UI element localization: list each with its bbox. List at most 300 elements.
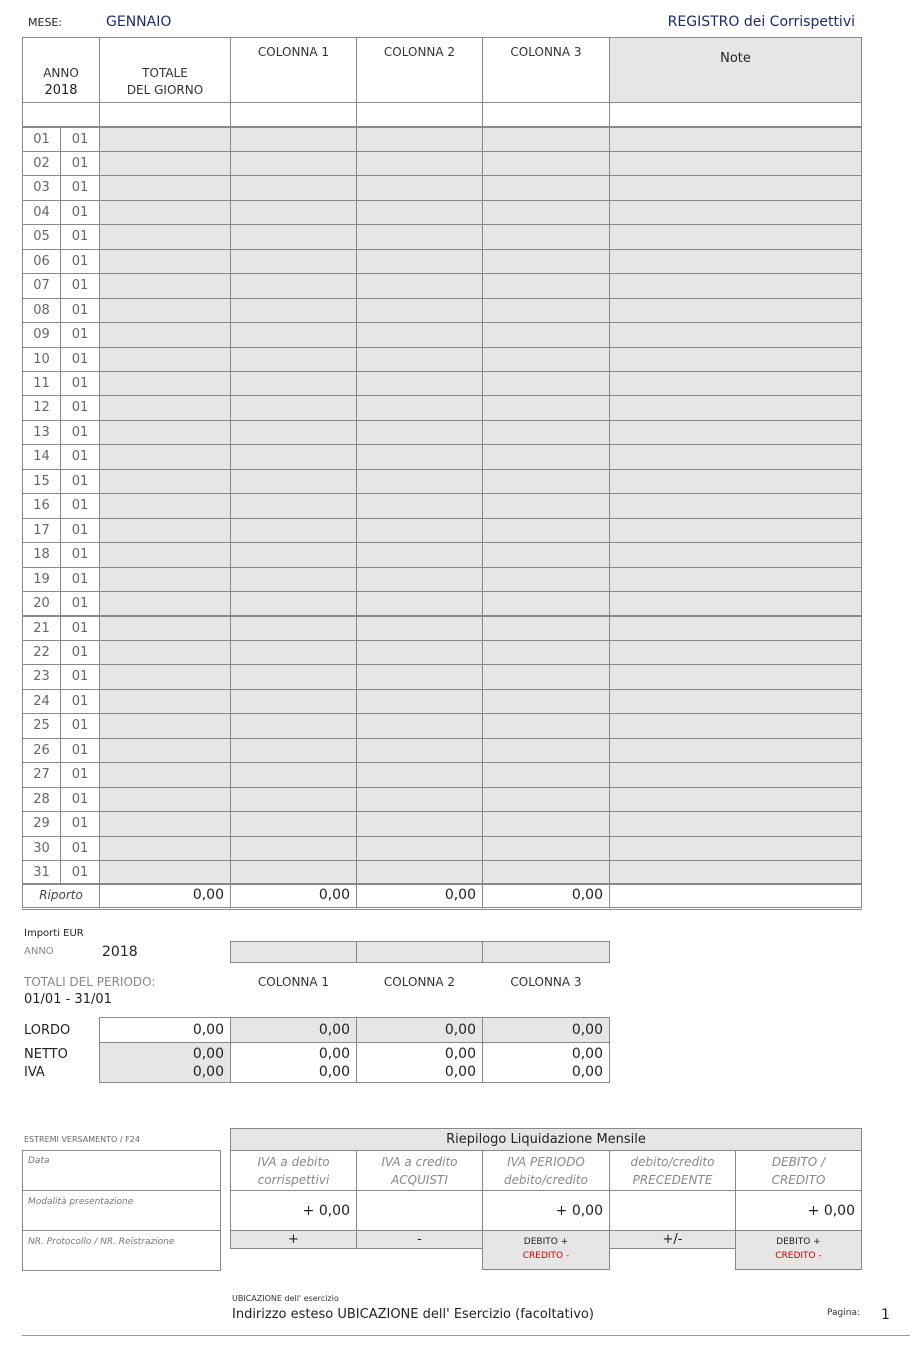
note-cell[interactable]	[609, 567, 862, 592]
iva-label: IVA	[24, 1065, 45, 1080]
day-number-text: 06	[33, 253, 50, 269]
day-number	[22, 469, 61, 494]
day-number	[22, 371, 61, 396]
amount-cell[interactable]	[356, 444, 483, 469]
riepilogo-h3	[482, 1150, 610, 1191]
amount-cell[interactable]	[356, 347, 483, 372]
amount-cell[interactable]	[230, 860, 357, 885]
amount-cell[interactable]	[99, 713, 231, 738]
month-number	[60, 175, 100, 200]
amount-cell[interactable]	[230, 298, 357, 323]
day-number	[22, 224, 61, 249]
note-cell[interactable]	[609, 420, 862, 445]
amount-cell[interactable]	[230, 371, 357, 396]
amount-cell[interactable]	[99, 738, 231, 763]
amount-cell[interactable]	[482, 175, 610, 200]
netto-col3-value: 0,00	[571, 1046, 603, 1062]
netto-iva-col1	[230, 1042, 357, 1083]
iva-col1-value: 0,00	[318, 1064, 350, 1080]
amount-cell[interactable]	[230, 664, 357, 689]
amount-cell[interactable]	[356, 713, 483, 738]
amount-cell[interactable]	[230, 591, 357, 616]
amount-cell[interactable]	[99, 200, 231, 225]
day-number	[22, 273, 61, 298]
day-number	[22, 322, 61, 347]
note-cell[interactable]	[609, 249, 862, 274]
day-number-text: 29	[33, 816, 50, 832]
day-number-text: 03	[33, 180, 50, 196]
riepilogo-sign5-debito: DEBITO +	[776, 1237, 821, 1247]
note-cell[interactable]	[609, 860, 862, 885]
amount-cell[interactable]	[356, 518, 483, 543]
note-cell[interactable]	[609, 444, 862, 469]
amount-cell[interactable]	[356, 298, 483, 323]
note-cell[interactable]	[609, 787, 862, 812]
amount-cell[interactable]	[356, 151, 483, 176]
amount-cell[interactable]	[482, 249, 610, 274]
lordo-totale-value: 0,00	[192, 1022, 224, 1038]
day-number-text: 27	[33, 767, 50, 783]
note-header	[609, 37, 862, 103]
totali-col1-header: COLONNA 1	[257, 975, 330, 989]
day-number-text: 18	[33, 547, 50, 563]
amount-cell[interactable]	[356, 371, 483, 396]
note-cell[interactable]	[609, 762, 862, 787]
day-number-text: 20	[33, 596, 50, 612]
amount-cell[interactable]	[230, 738, 357, 763]
amount-cell[interactable]	[482, 836, 610, 861]
amount-cell[interactable]	[482, 616, 610, 641]
f24-protocollo-field[interactable]	[22, 1230, 221, 1271]
amount-cell[interactable]	[230, 273, 357, 298]
day-number	[22, 200, 61, 225]
amount-cell[interactable]	[99, 224, 231, 249]
amount-cell[interactable]	[99, 860, 231, 885]
amount-cell[interactable]	[356, 395, 483, 420]
totale-header-line1: TOTALE	[142, 66, 188, 80]
day-number	[22, 738, 61, 763]
f24-data-field[interactable]	[22, 1150, 221, 1191]
amount-cell[interactable]	[230, 811, 357, 836]
riepilogo-sign4-text: +/-	[662, 1232, 683, 1247]
pagina-label: Pagina:	[827, 1308, 861, 1318]
amount-cell[interactable]	[99, 420, 231, 445]
amount-cell[interactable]	[99, 249, 231, 274]
totali-col2-header: COLONNA 2	[383, 975, 456, 989]
note-cell[interactable]	[609, 591, 862, 616]
amount-cell[interactable]	[356, 664, 483, 689]
footer-rule	[22, 1335, 910, 1336]
amount-cell[interactable]	[482, 567, 610, 592]
month-number	[60, 493, 100, 518]
importi-cell	[482, 941, 610, 963]
amount-cell[interactable]	[356, 836, 483, 861]
amount-cell[interactable]	[482, 787, 610, 812]
amount-cell[interactable]	[230, 762, 357, 787]
amount-cell[interactable]	[230, 787, 357, 812]
riepilogo-h1-line2: corrispettivi	[257, 1173, 330, 1187]
netto-col1-value: 0,00	[318, 1046, 350, 1062]
amount-cell[interactable]	[356, 811, 483, 836]
col1-header	[230, 37, 357, 103]
riepilogo-sign3-debito: DEBITO +	[523, 1237, 569, 1247]
importi-cell	[230, 941, 357, 963]
amount-cell[interactable]	[482, 542, 610, 567]
importi-anno-label: ANNO	[24, 946, 54, 957]
note-cell[interactable]	[609, 640, 862, 665]
amount-cell[interactable]	[99, 273, 231, 298]
amount-cell[interactable]	[99, 664, 231, 689]
amount-cell[interactable]	[482, 200, 610, 225]
col1-header-label: COLONNA 1	[257, 45, 330, 59]
riporto-label: Riporto	[39, 888, 83, 902]
amount-cell[interactable]	[356, 567, 483, 592]
amount-cell[interactable]	[482, 395, 610, 420]
amount-cell[interactable]	[230, 224, 357, 249]
amount-cell[interactable]	[99, 762, 231, 787]
amount-cell[interactable]	[99, 298, 231, 323]
day-number-text: 26	[33, 742, 50, 758]
amount-cell[interactable]	[99, 787, 231, 812]
month-number	[60, 200, 100, 225]
amount-cell[interactable]	[230, 249, 357, 274]
amount-cell[interactable]	[230, 713, 357, 738]
riepilogo-h5-line1: DEBITO /	[771, 1155, 826, 1169]
day-number-text: 23	[33, 669, 50, 685]
amount-cell[interactable]	[99, 591, 231, 616]
amount-cell[interactable]	[99, 811, 231, 836]
amount-cell[interactable]	[356, 762, 483, 787]
day-number	[22, 713, 61, 738]
f24-data-label: Data	[28, 1156, 50, 1166]
amount-cell[interactable]	[230, 567, 357, 592]
note-cell[interactable]	[609, 151, 862, 176]
month-number-text: 01	[71, 473, 89, 489]
riepilogo-v3	[482, 1190, 610, 1231]
month-number	[60, 249, 100, 274]
amount-cell[interactable]	[99, 395, 231, 420]
riporto-note	[609, 883, 862, 908]
riporto-col2-value: 0,00	[444, 887, 476, 903]
month-number	[60, 444, 100, 469]
totali-label: TOTALI DEL PERIODO:	[24, 975, 156, 989]
amount-cell[interactable]	[230, 151, 357, 176]
riepilogo-v3-value: + 0,00	[555, 1203, 603, 1219]
month-number	[60, 224, 100, 249]
amount-cell[interactable]	[356, 860, 483, 885]
day-number-text: 25	[33, 718, 50, 734]
amount-cell[interactable]	[356, 591, 483, 616]
note-cell[interactable]	[609, 371, 862, 396]
amount-cell[interactable]	[482, 713, 610, 738]
amount-cell[interactable]	[99, 493, 231, 518]
amount-cell[interactable]	[230, 469, 357, 494]
day-number-text: 28	[33, 791, 50, 807]
amount-cell[interactable]	[230, 640, 357, 665]
month-number	[60, 616, 100, 641]
amount-cell[interactable]	[99, 518, 231, 543]
col3-header-label: COLONNA 3	[510, 45, 582, 59]
amount-cell[interactable]	[482, 298, 610, 323]
day-number	[22, 664, 61, 689]
riepilogo-v1	[230, 1190, 357, 1231]
note-cell[interactable]	[609, 518, 862, 543]
amount-cell[interactable]	[482, 738, 610, 763]
note-cell[interactable]	[609, 200, 862, 225]
riepilogo-h2-line2: ACQUISTI	[391, 1173, 448, 1187]
month-number-text: 01	[71, 742, 89, 758]
month-number	[60, 151, 100, 176]
amount-cell[interactable]	[99, 542, 231, 567]
riepilogo-title	[230, 1128, 862, 1151]
amount-cell[interactable]	[482, 371, 610, 396]
day-number	[22, 395, 61, 420]
month-number-text: 01	[71, 547, 89, 563]
day-number-text: 02	[33, 155, 50, 171]
month-number	[60, 738, 100, 763]
month-number-text: 01	[71, 840, 89, 856]
amount-cell[interactable]	[99, 444, 231, 469]
amount-cell[interactable]	[99, 616, 231, 641]
spacer-cell	[609, 102, 862, 127]
day-number-text: 15	[33, 473, 50, 489]
note-cell[interactable]	[609, 175, 862, 200]
amount-cell[interactable]	[482, 518, 610, 543]
day-number-text: 09	[33, 327, 50, 343]
note-cell[interactable]	[609, 273, 862, 298]
amount-cell[interactable]	[99, 836, 231, 861]
note-cell[interactable]	[609, 298, 862, 323]
amount-cell[interactable]	[230, 175, 357, 200]
ubicazione-label: UBICAZIONE dell' esercizio	[232, 1294, 339, 1303]
amount-cell[interactable]	[356, 224, 483, 249]
amount-cell[interactable]	[482, 689, 610, 714]
lordo-col1	[230, 1017, 357, 1043]
amount-cell[interactable]	[230, 395, 357, 420]
day-number-text: 01	[33, 131, 50, 147]
amount-cell[interactable]	[482, 224, 610, 249]
riporto-totale	[99, 883, 231, 908]
amount-cell[interactable]	[230, 542, 357, 567]
f24-modalita-field[interactable]	[22, 1190, 221, 1231]
ubicazione-value: Indirizzo esteso UBICAZIONE dell' Esercizio (facoltativo)	[232, 1307, 594, 1322]
netto-iva-totale	[99, 1042, 231, 1083]
month-number	[60, 713, 100, 738]
spacer-cell	[230, 102, 357, 127]
totale-header-line2: DEL GIORNO	[126, 83, 204, 97]
month-number	[60, 371, 100, 396]
month-number-text: 01	[71, 767, 89, 783]
note-cell[interactable]	[609, 616, 862, 641]
amount-cell[interactable]	[482, 322, 610, 347]
month-number-text: 01	[71, 498, 89, 514]
importi-label: Importi EUR	[24, 928, 84, 939]
amount-cell[interactable]	[230, 836, 357, 861]
amount-cell[interactable]	[356, 249, 483, 274]
riepilogo-title-text: Riepilogo Liquidazione Mensile	[446, 1132, 646, 1147]
amount-cell[interactable]	[99, 175, 231, 200]
riporto-col3-value: 0,00	[571, 887, 603, 903]
amount-cell[interactable]	[99, 347, 231, 372]
amount-cell[interactable]	[356, 420, 483, 445]
riepilogo-h4-line2: PRECEDENTE	[632, 1173, 713, 1187]
riporto-totale-value: 0,00	[192, 887, 224, 903]
amount-cell[interactable]	[356, 493, 483, 518]
amount-cell[interactable]	[356, 273, 483, 298]
day-number-text: 31	[33, 865, 50, 880]
amount-cell[interactable]	[230, 420, 357, 445]
netto-totale-value: 0,00	[192, 1046, 224, 1062]
amount-cell[interactable]	[356, 127, 483, 152]
iva-col2-value: 0,00	[444, 1064, 476, 1080]
day-number-text: 19	[33, 571, 50, 587]
amount-cell[interactable]	[99, 322, 231, 347]
day-number	[22, 518, 61, 543]
note-cell[interactable]	[609, 469, 862, 494]
month-number	[60, 836, 100, 861]
importi-anno-value: 2018	[102, 944, 138, 960]
amount-cell[interactable]	[482, 811, 610, 836]
totali-range: 01/01 - 31/01	[24, 992, 112, 1007]
netto-label: NETTO	[24, 1047, 68, 1062]
amount-cell[interactable]	[230, 518, 357, 543]
amount-cell[interactable]	[99, 689, 231, 714]
lordo-col2-value: 0,00	[444, 1022, 476, 1038]
f24-modalita-label: Modalità presentazione	[28, 1197, 134, 1207]
amount-cell[interactable]	[356, 542, 483, 567]
amount-cell[interactable]	[482, 591, 610, 616]
amount-cell[interactable]	[482, 420, 610, 445]
riepilogo-v5	[735, 1190, 862, 1231]
spacer-cell	[22, 102, 100, 127]
amount-cell[interactable]	[230, 444, 357, 469]
iva-totale-value: 0,00	[192, 1064, 224, 1080]
riporto-label-cell	[22, 883, 100, 908]
note-cell[interactable]	[609, 713, 862, 738]
amount-cell[interactable]	[230, 200, 357, 225]
riepilogo-h1-line1: IVA a debito	[257, 1155, 330, 1169]
amount-cell[interactable]	[482, 762, 610, 787]
anno-value: 2018	[44, 83, 78, 98]
f24-title: ESTREMI VERSAMENTO / F24	[24, 1135, 140, 1144]
riepilogo-v5-value: + 0,00	[807, 1203, 855, 1219]
riepilogo-h4	[609, 1150, 736, 1191]
amount-cell[interactable]	[356, 322, 483, 347]
amount-cell[interactable]	[482, 273, 610, 298]
amount-cell[interactable]	[356, 175, 483, 200]
riepilogo-v1-value: + 0,00	[302, 1203, 350, 1219]
spacer-cell	[356, 102, 483, 127]
note-cell[interactable]	[609, 738, 862, 763]
day-number-text: 04	[33, 204, 50, 220]
amount-cell[interactable]	[482, 127, 610, 152]
day-number	[22, 616, 61, 641]
amount-cell[interactable]	[482, 347, 610, 372]
amount-cell[interactable]	[99, 127, 231, 152]
month-number	[60, 591, 100, 616]
note-cell[interactable]	[609, 493, 862, 518]
note-cell[interactable]	[609, 689, 862, 714]
note-cell[interactable]	[609, 127, 862, 152]
note-cell[interactable]	[609, 664, 862, 689]
amount-cell[interactable]	[356, 689, 483, 714]
note-cell[interactable]	[609, 395, 862, 420]
anno-header	[22, 37, 100, 103]
amount-cell[interactable]	[230, 322, 357, 347]
note-cell[interactable]	[609, 542, 862, 567]
note-cell[interactable]	[609, 811, 862, 836]
riporto-col1-value: 0,00	[318, 887, 350, 903]
amount-cell[interactable]	[99, 151, 231, 176]
day-number	[22, 762, 61, 787]
amount-cell[interactable]	[482, 151, 610, 176]
amount-cell[interactable]	[356, 738, 483, 763]
month-number-text: 01	[71, 351, 89, 367]
amount-cell[interactable]	[482, 469, 610, 494]
lordo-col1-value: 0,00	[318, 1022, 350, 1038]
totale-header	[99, 37, 231, 103]
day-number	[22, 836, 61, 861]
month-number-text: 01	[71, 522, 89, 538]
day-number-text: 07	[33, 278, 50, 294]
day-number	[22, 493, 61, 518]
amount-cell[interactable]	[356, 469, 483, 494]
amount-cell[interactable]	[356, 640, 483, 665]
note-cell[interactable]	[609, 322, 862, 347]
netto-iva-col2	[356, 1042, 483, 1083]
amount-cell[interactable]	[99, 567, 231, 592]
amount-cell[interactable]	[99, 371, 231, 396]
month-number-text: 01	[71, 644, 89, 660]
riporto-col2	[356, 883, 483, 908]
month-number	[60, 689, 100, 714]
riepilogo-sign2-text: -	[417, 1232, 422, 1247]
note-cell[interactable]	[609, 224, 862, 249]
note-cell[interactable]	[609, 836, 862, 861]
amount-cell[interactable]	[230, 616, 357, 641]
amount-cell[interactable]	[230, 347, 357, 372]
netto-col2-value: 0,00	[444, 1046, 476, 1062]
mese-label: MESE:	[28, 16, 63, 29]
amount-cell[interactable]	[482, 444, 610, 469]
importi-cell	[356, 941, 483, 963]
riporto-col3	[482, 883, 610, 908]
day-number	[22, 689, 61, 714]
amount-cell[interactable]	[356, 787, 483, 812]
amount-cell[interactable]	[230, 127, 357, 152]
riepilogo-h5-line2: CREDITO	[771, 1173, 826, 1187]
amount-cell[interactable]	[99, 469, 231, 494]
amount-cell[interactable]	[230, 689, 357, 714]
amount-cell[interactable]	[482, 860, 610, 885]
lordo-col2	[356, 1017, 483, 1043]
amount-cell[interactable]	[356, 200, 483, 225]
month-number-text: 01	[71, 865, 89, 880]
day-number	[22, 860, 61, 885]
amount-cell[interactable]	[482, 664, 610, 689]
amount-cell[interactable]	[230, 493, 357, 518]
month-number-text: 01	[71, 718, 89, 734]
amount-cell[interactable]	[482, 493, 610, 518]
note-cell[interactable]	[609, 347, 862, 372]
amount-cell[interactable]	[356, 616, 483, 641]
amount-cell[interactable]	[482, 640, 610, 665]
lordo-col3	[482, 1017, 610, 1043]
iva-col3-value: 0,00	[571, 1064, 603, 1080]
amount-cell[interactable]	[99, 640, 231, 665]
note-header-label: Note	[720, 51, 751, 66]
month-number	[60, 860, 100, 885]
